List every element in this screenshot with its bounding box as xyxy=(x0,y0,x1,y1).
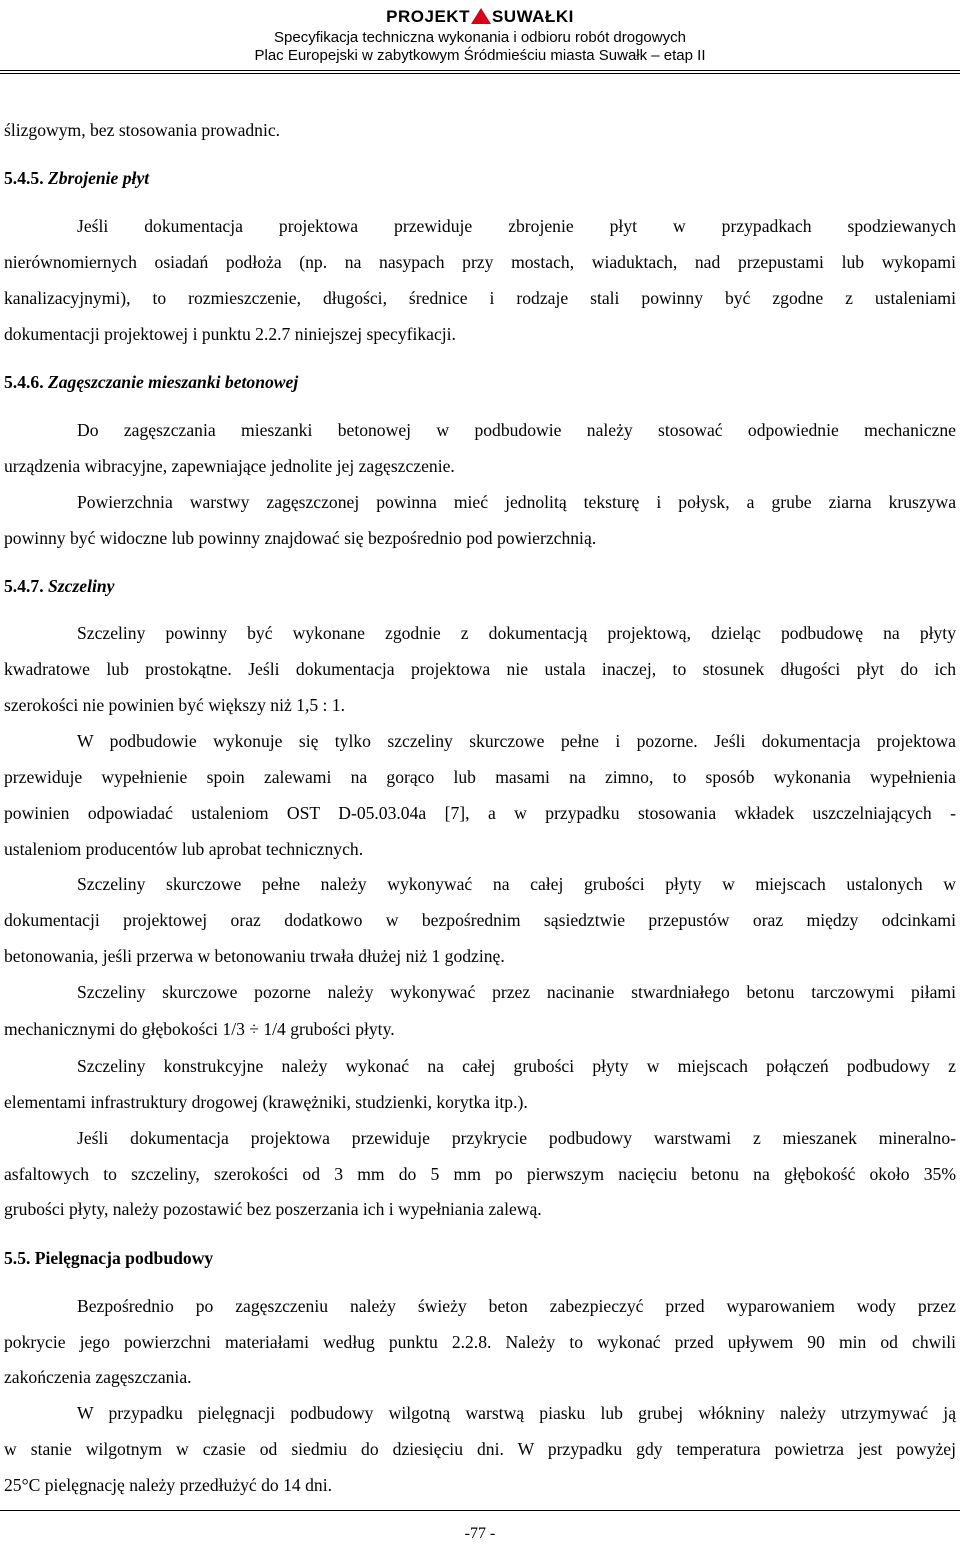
paragraph-line: szerokości nie powinien być większy niż 1,5 : 1. xyxy=(4,695,346,715)
section-heading-5-4-7 xyxy=(4,575,956,597)
paragraph-line: w stanie wilgotnym w czasie od siedmiu do dziesięciu dni. W przypadku gdy temperatura powietrza jest powyżej xyxy=(4,1439,956,1459)
paragraph-line: betonowania, jeśli przerwa w betonowaniu trwała dłużej niż 1 godzinę. xyxy=(4,946,505,966)
paragraph-line: powinny być widoczne lub powinny znajdować się bezpośrednio pod powierzchnią. xyxy=(4,528,597,548)
footer-divider xyxy=(0,1510,960,1511)
heading-title: Zagęszczanie mieszanki betonowej xyxy=(48,372,299,392)
paragraph-line: Szczeliny powinny być wykonane zgodnie z dokumentacją projektową, dzieląc podbudowę na płyty xyxy=(77,623,956,643)
section-heading-5-4-5 xyxy=(4,167,956,189)
paragraph-line: ustaleniom producentów lub aprobat technicznych. xyxy=(4,839,364,859)
paragraph-line: Szczeliny skurczowe pozorne należy wykonywać przez nacinanie stwardniałego betonu tarczowymi piłami xyxy=(77,982,956,1002)
logo-text-right: SUWAŁKI xyxy=(491,7,574,26)
heading-number: 5.4.5. xyxy=(4,168,44,188)
text-line: ślizgowym, bez stosowania prowadnic. xyxy=(4,120,281,140)
section-heading-5-5: 5.5. Pielęgnacja podbudowy xyxy=(4,1248,214,1268)
company-logo xyxy=(0,7,960,27)
page-number: -77 - xyxy=(464,1525,496,1542)
paragraph-line: elementami infrastruktury drogowej (krawężniki, studzienki, korytka itp.). xyxy=(4,1092,528,1112)
paragraph-line: Do zagęszczania mieszanki betonowej w podbudowie należy stosować odpowiednie mechaniczne xyxy=(77,420,956,440)
paragraph-line: Jeśli dokumentacja projektowa przewiduje zbrojenie płyt w przypadkach spodziewanych xyxy=(77,216,956,236)
paragraph-line: powinien odpowiadać ustaleniom OST D-05.03.04a [7], a w przypadku stosowania wkładek uszczelniających - xyxy=(4,803,956,823)
heading-title: Szczeliny xyxy=(48,576,115,596)
paragraph-line: przewiduje wypełnienie spoin zalewami na gorąco lub masami na zimno, to sposób wykonania wypełnienia xyxy=(4,767,956,787)
paragraph-line: mechanicznymi do głębokości 1/3 ÷ 1/4 grubości płyty. xyxy=(4,1019,395,1039)
paragraph-line: kanalizacyjnymi), to rozmieszczenie, długości, średnice i rodzaje stali powinny być zgodne z ustaleniami xyxy=(4,288,956,308)
paragraph-line: W podbudowie wykonuje się tylko szczeliny skurczowe pełne i pozorne. Jeśli dokumentacja projektowa xyxy=(77,731,956,751)
paragraph-line: Jeśli dokumentacja projektowa przewiduje przykrycie podbudowy warstwami z mieszanek mineralno- xyxy=(77,1128,956,1148)
heading-number: 5.4.6. xyxy=(4,372,44,392)
paragraph-line: 25°C pielęgnację należy przedłużyć do 14 dni. xyxy=(4,1475,333,1495)
paragraph-line: grubości płyty, należy pozostawić bez poszerzania ich i wypełniania zalewą. xyxy=(4,1199,542,1219)
paragraph-line: pokrycie jego powierzchni materiałami według punktu 2.2.8. Należy to wykonać przed upływem 90 min od chwili xyxy=(4,1332,956,1352)
logo-triangle-icon xyxy=(471,8,491,24)
paragraph-line: W przypadku pielęgnacji podbudowy wilgotną warstwą piasku lub grubej włókniny należy utrzymywać ją xyxy=(77,1403,956,1423)
paragraph-line: Szczeliny skurczowe pełne należy wykonywać na całej grubości płyty w miejscach ustalonych w xyxy=(77,874,956,894)
paragraph-line: asfaltowych to szczeliny, szerokości od 3 mm do 5 mm po pierwszym nacięciu betonu na głębokość około 35% xyxy=(4,1164,956,1184)
logo-text-left: PROJEKT xyxy=(386,7,470,26)
paragraph-line: Bezpośrednio po zagęszczeniu należy świeży beton zabezpieczyć przed wyparowaniem wody przez xyxy=(77,1296,956,1316)
paragraph-line: nierównomiernych osiadań podłoża (np. na nasypach przy mostach, wiaduktach, nad przepustami lub wykopami xyxy=(4,252,956,272)
heading-title: Zbrojenie płyt xyxy=(48,168,150,188)
page-header xyxy=(0,0,960,84)
paragraph-line: urządzenia wibracyjne, zapewniające jednolite jej zagęszczenie. xyxy=(4,456,455,476)
paragraph-line: dokumentacji projektowej oraz dodatkowo w bezpośrednim sąsiedztwie przepustów oraz między odcinkami xyxy=(4,910,956,930)
header-spec-title: Specyfikacja techniczna wykonania i odbioru robót drogowych xyxy=(274,29,686,46)
section-heading-5-4-6 xyxy=(4,371,956,393)
header-divider xyxy=(0,70,960,71)
header-divider-2 xyxy=(0,73,960,74)
paragraph-line: dokumentacji projektowej i punktu 2.2.7 niniejszej specyfikacji. xyxy=(4,324,456,344)
paragraph-line: zakończenia zagęszczania. xyxy=(4,1367,192,1387)
paragraph-line: Powierzchnia warstwy zagęszczonej powinna mieć jednolitą teksturę i połysk, a grube ziarna kruszywa xyxy=(77,492,956,512)
header-project-title: Plac Europejski w zabytkowym Śródmieściu miasta Suwałk – etap II xyxy=(254,47,706,64)
heading-number: 5.4.7. xyxy=(4,576,44,596)
paragraph-line: Szczeliny konstrukcyjne należy wykonać na całej grubości płyty w miejscach połączeń podbudowy z xyxy=(77,1056,956,1076)
paragraph-line: kwadratowe lub prostokątne. Jeśli dokumentacja projektowa nie ustala inaczej, to stosunek długości płyt do ich xyxy=(4,659,956,679)
